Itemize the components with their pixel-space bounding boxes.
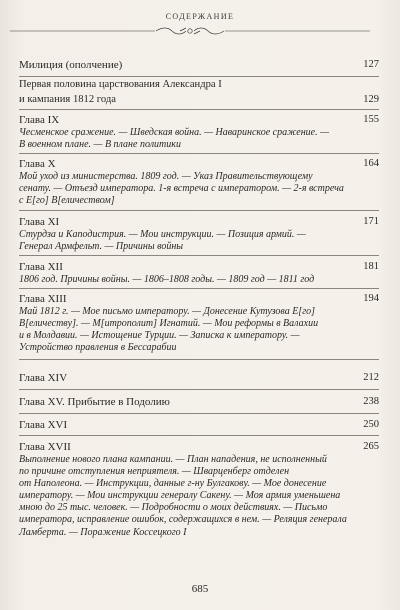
description-line: императора, исправление ошибок, содержащихся в нем. — Реляция генерала: [19, 514, 347, 526]
entry-page-number: 265: [363, 441, 379, 452]
entry-description: [19, 454, 379, 539]
toc-entry[interactable]: [19, 293, 379, 354]
toc-entry[interactable]: [19, 396, 379, 408]
divider: [19, 435, 379, 436]
description-line: мною до 25 тыс. человек. — Подробности о моих действиях. — Письмо: [19, 502, 328, 514]
entry-title: Глава X: [19, 158, 56, 170]
toc-entry[interactable]: [19, 59, 379, 71]
description-line: от Наполеона. — Инструкции, данные г-ну Булгакову. — Мое донесение: [19, 478, 327, 490]
entry-title: Глава XVI: [19, 419, 68, 431]
description-line: Стурдза и Каподистрия. — Мои инструкции. — Позиция армий. —: [19, 229, 306, 240]
divider: [19, 255, 379, 256]
toc-entry[interactable]: [19, 158, 379, 207]
entry-page-number: 127: [363, 59, 379, 70]
description-line: В военном плане. — В плане политики: [19, 139, 181, 151]
description-line: императору. — Мои инструкции генералу Сакену. — Моя армия уменьшена: [19, 490, 341, 502]
entry-description: [19, 127, 379, 151]
entry-title: Глава XIV: [19, 372, 68, 384]
entry-title: Глава XV. Прибытие в Подолию: [19, 396, 170, 408]
toc-entry[interactable]: [19, 372, 379, 384]
description-line: 1806 год. Причины войны. — 1806–1808 годы. — 1809 год — 1811 год: [19, 274, 315, 285]
page-header: СОДЕРЖАНИЕ: [165, 12, 235, 21]
description-line: Устройство правления в Бессарабии: [19, 342, 177, 354]
description-line: Чесменское сражение. — Шведская война. — Наваринское сражение. —: [19, 127, 329, 138]
entry-title-continued: и кампания 1812 года: [19, 94, 116, 106]
entry-page-number: 238: [363, 396, 379, 407]
divider: [19, 389, 379, 390]
entry-page-number: 129: [363, 94, 379, 106]
toc-entry[interactable]: [19, 216, 379, 253]
ornament-flourish: [156, 28, 224, 34]
description-line: по причине отступления неприятеля. — Шварценберг отделен: [19, 466, 290, 478]
entry-title: Глава XIII: [19, 293, 67, 305]
entry-page-number: 181: [363, 261, 379, 272]
description-line: Генерал Армфельт. — Причины войны: [19, 241, 184, 253]
description-line: Выполнение нового плана кампании. — План нападения, не исполненный: [19, 454, 327, 465]
entry-page-number: 155: [363, 114, 379, 125]
entry-description: [19, 306, 379, 354]
entry-page-number: 164: [363, 158, 379, 169]
toc-entry[interactable]: [19, 419, 379, 431]
entry-description: [19, 229, 379, 253]
description-line: с Е[го] В[еличеством]: [19, 195, 115, 207]
entry-title: Глава IX: [19, 114, 60, 126]
entry-page-number: 171: [363, 216, 379, 227]
page-number-footer: 685: [191, 583, 209, 595]
description-line: Май 1812 г. — Мое письмо императору. — Донесение Кутузова Е[го]: [19, 306, 315, 317]
divider: [19, 109, 379, 110]
divider: [19, 359, 379, 360]
entry-page-number: 212: [363, 372, 379, 383]
divider: [19, 288, 379, 289]
toc-entry[interactable]: [19, 114, 379, 151]
divider: [19, 413, 379, 414]
divider: [19, 76, 379, 77]
entry-title: Глава XVII: [19, 441, 71, 453]
divider: [19, 153, 379, 154]
header-ornament: [10, 26, 370, 36]
entry-title: Глава XI: [19, 216, 60, 228]
entry-description: [19, 274, 379, 286]
entry-page-number: 250: [363, 419, 379, 430]
entry-page-number: 194: [363, 293, 379, 304]
entry-title: Милиция (ополчение): [19, 59, 123, 71]
entry-title: Глава XII: [19, 261, 63, 273]
divider: [19, 210, 379, 211]
entry-description: [19, 171, 379, 207]
description-line: и в Молдавии. — Истощение Турции. — Записка к императору. —: [19, 330, 300, 342]
toc-entry[interactable]: [19, 261, 379, 286]
description-line: Ламберта. — Поражение Коссецкого I: [19, 526, 187, 538]
description-line: В[еличеству]. — М[итрополит] Игнатий. — Мои реформы в Валахии: [19, 318, 319, 330]
description-line: Мой уход из министерства. 1809 год. — Указ Правительствующему: [19, 171, 313, 182]
description-line: сенату. — Отъезд императора. 1-я встреча с императором. — 2-я встреча: [19, 183, 344, 195]
toc-entry[interactable]: [19, 79, 379, 106]
entry-title: Первая половина царствования Александра I: [19, 79, 222, 90]
toc-entry[interactable]: [19, 441, 379, 539]
